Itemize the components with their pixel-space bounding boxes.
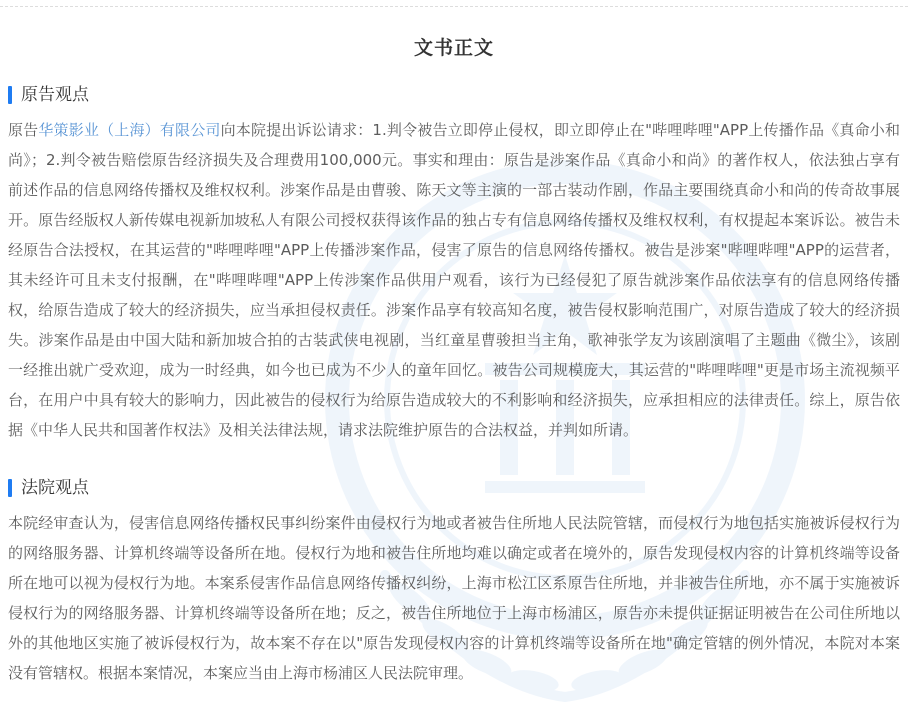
plaintiff-view-paragraph — [8, 115, 900, 445]
page-title: 文书正文 — [413, 37, 494, 59]
heading-accent-bar — [8, 86, 12, 104]
section-heading-label: 法院观点 — [21, 478, 89, 498]
paragraph-prefix-text: 原告 — [8, 121, 39, 139]
paragraph-body-text: 向本院提出诉讼请求：1.判令被告立即停止侵权，即立即停止在"哔哩哔哩"APP上传播作品《真命小和尚》；2.判令被告赔偿原告经济损失及合理费用100,000元。事实和理由：原告是涉案作品《真命小和尚》的著作权人，依法独占享有前述作品的信息网络传播权及维权权利。涉案作品是由曹骏、陈天文等主演的一部古装动作剧，作品主要围绕真命小和尚的传奇故事展开。原告经版权人新传媒电视新加坡私人有限公司授权获得该作品的独占专有信息网络传播权及维权权利，有权提起本案诉讼。被告未经原告合法授权，在其运营的"哔哩哔哩"APP上传播涉案作品，侵害了原告的信息网络传播权。被告是涉案"哔哩哔哩"APP的运营者，其未经许可且未支付报酬，在"哔哩哔哩"APP上传涉案作品供用户观看，该行为已经侵犯了原告就涉案作品依法享有的信息网络传播权，给原告造成了较大的经济损失，应当承担侵权责任。涉案作品享有较高知名度，被告侵权影响范围广，对原告造成了较大的经济损失。涉案作品是由中国大陆和新加坡合拍的古装武侠电视剧，当红童星曹骏担当主角，歌神张学友为该剧演唱了主题曲《微尘》，该剧一经推出就广受欢迎，成为一时经典，如今也已成为不少人的童年回忆。被告公司规模庞大，其运营的"哔哩哔哩"更是市场主流视频平台，在用户中具有较大的影响力，因此被告的侵权行为给原告造成较大的不利影响和经济损失，应承担相应的法律责任。综上，原告依据《中华人民共和国著作权法》及相关法律法规，请求法院维护原告的合法权益，并判如所请。 — [8, 121, 900, 439]
document-content — [8, 84, 900, 688]
top-dashed-divider — [0, 6, 908, 7]
section-heading-label: 原告观点 — [21, 85, 89, 105]
court-view-section — [8, 477, 900, 688]
section-heading-court — [8, 477, 900, 499]
plaintiff-company-link[interactable]: 华策影业（上海）有限公司 — [38, 121, 221, 139]
section-heading-plaintiff — [8, 84, 900, 106]
court-view-paragraph: 本院经审查认为，侵害信息网络传播权民事纠纷案件由侵权行为地或者被告住所地人民法院管辖，而侵权行为地包括实施被诉侵权行为的网络服务器、计算机终端等设备所在地。侵权行为地和被告住所地均难以确定或者在境外的，原告发现侵权内容的计算机终端等设备所在地可以视为侵权行为地。本案系侵害作品信息网络传播权纠纷，上海市松江区系原告住所地，并非被告住所地，亦不属于实施被诉侵权行为的网络服务器、计算机终端等设备所在地；反之，被告住所地位于上海市杨浦区，原告亦未提供证据证明被告在公司住所地以外的其他地区实施了被诉侵权行为，故本案不存在以"原告发现侵权内容的计算机终端等设备所在地"确定管辖的例外情况，本院对本案没有管辖权。根据本案情况，本案应当由上海市杨浦区人民法院审理。 — [8, 514, 900, 682]
plaintiff-view-section — [8, 84, 900, 445]
heading-accent-bar — [8, 479, 12, 497]
